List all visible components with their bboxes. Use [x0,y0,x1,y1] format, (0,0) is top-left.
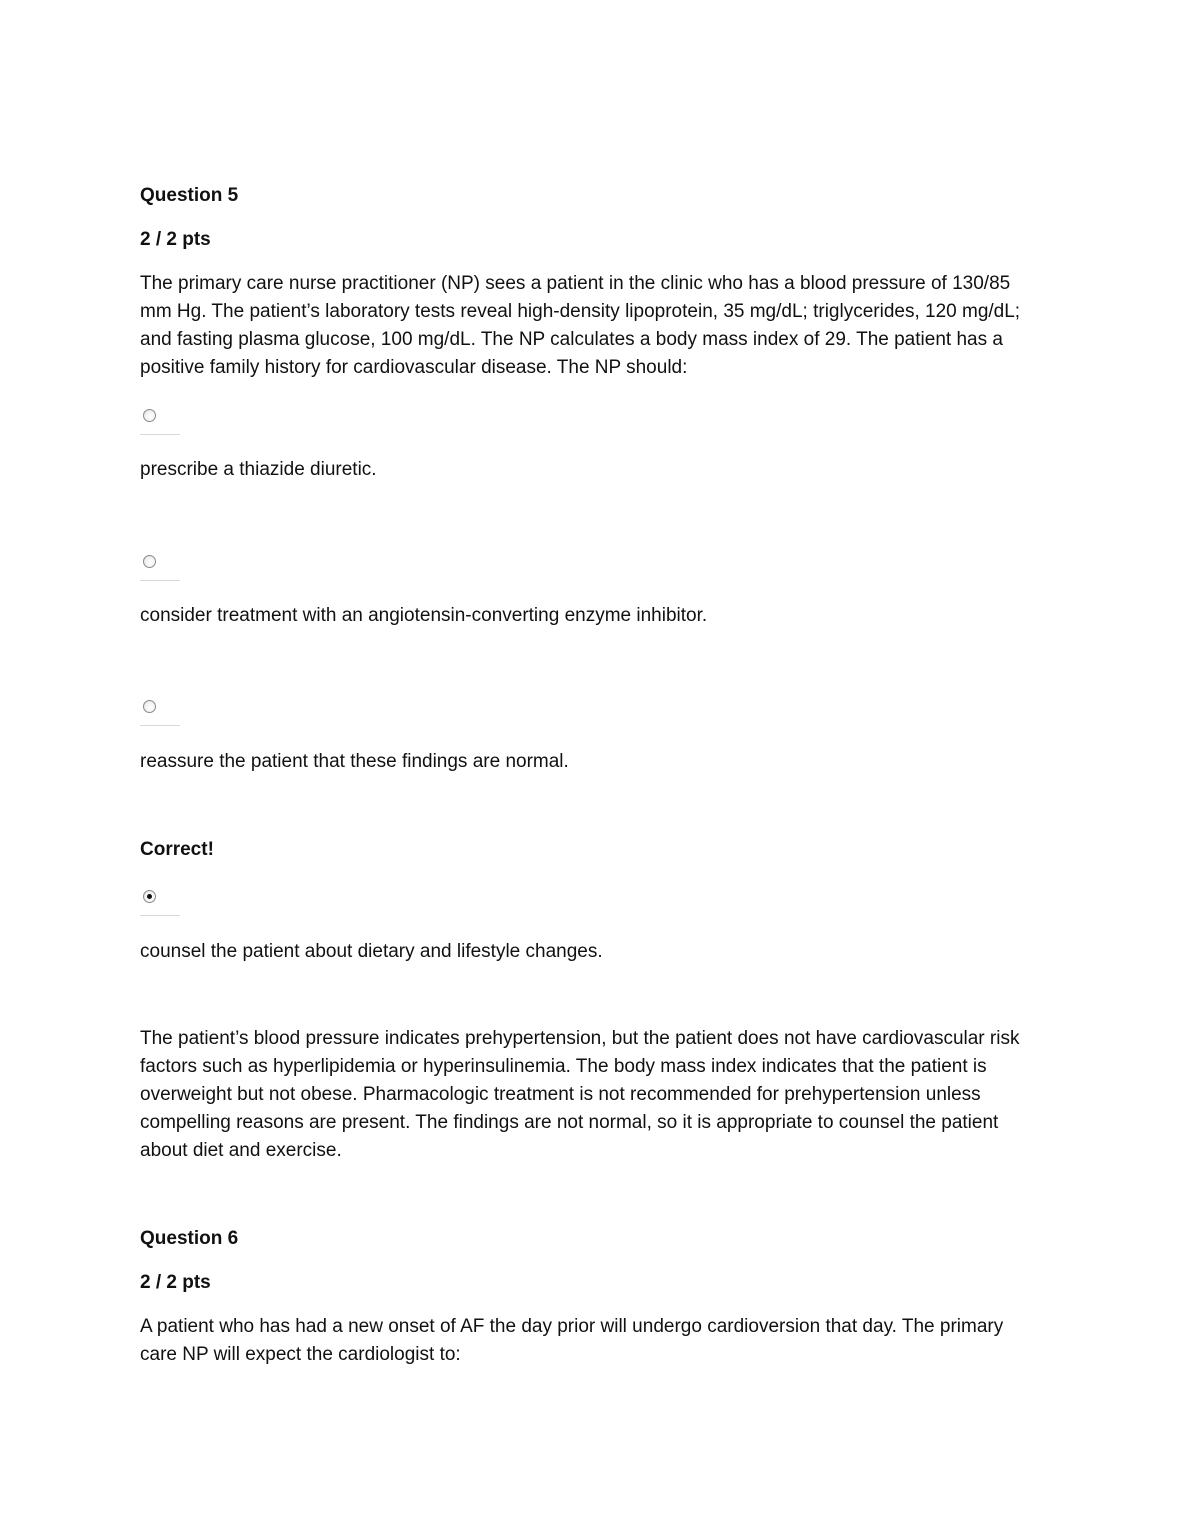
option-2-radio[interactable] [143,555,156,568]
option-3-label: reassure the patient that these findings are normal. [140,751,569,772]
question-6-points: 2 / 2 pts [140,1272,211,1293]
option-3-radio-container[interactable] [140,697,180,726]
correct-marker: Correct! [140,839,214,860]
option-1-radio-container[interactable] [140,406,180,435]
question-5-explanation: The patient’s blood pressure indicates prehypertension, but the patient does not have cardiovascular risk factors such as hyperlipidemia or hyperinsulinemia. The body mass index indicates that the patient is overweight but not obese. Pharmacologic treatment is not recommended for prehypertension unless compelling reasons are present. The findings are not normal, so it is appropriate to counsel the patient about diet and exercise. [140,1028,1020,1161]
option-4-radio-container[interactable] [140,887,180,916]
option-4-radio-selected[interactable] [143,890,156,903]
option-4-label: counsel the patient about dietary and lifestyle changes. [140,941,603,962]
option-2-radio-container[interactable] [140,552,180,581]
question-5-prompt: The primary care nurse practitioner (NP) sees a patient in the clinic who has a blood pressure of 130/85 mm Hg. The patient’s laboratory tests reveal high-density lipoprotein, 35 mg/dL; triglycerides, 120 mg/dL; and fasting plasma glucose, 100 mg/dL. The NP calculates a body mass index of 29. The patient has a positive family history for cardiovascular disease. The NP should: [140,273,1021,378]
question-5-title: Question 5 [140,185,239,206]
option-1-label: prescribe a thiazide diuretic. [140,459,377,480]
option-1-radio[interactable] [143,409,156,422]
question-5-points: 2 / 2 pts [140,229,211,250]
option-2-label: consider treatment with an angiotensin-converting enzyme inhibitor. [140,605,708,626]
question-6-title: Question 6 [140,1228,239,1249]
question-6-prompt: A patient who has had a new onset of AF the day prior will undergo cardioversion that day. The primary care NP will expect the cardiologist to: [140,1316,1004,1365]
option-3-radio[interactable] [143,700,156,713]
